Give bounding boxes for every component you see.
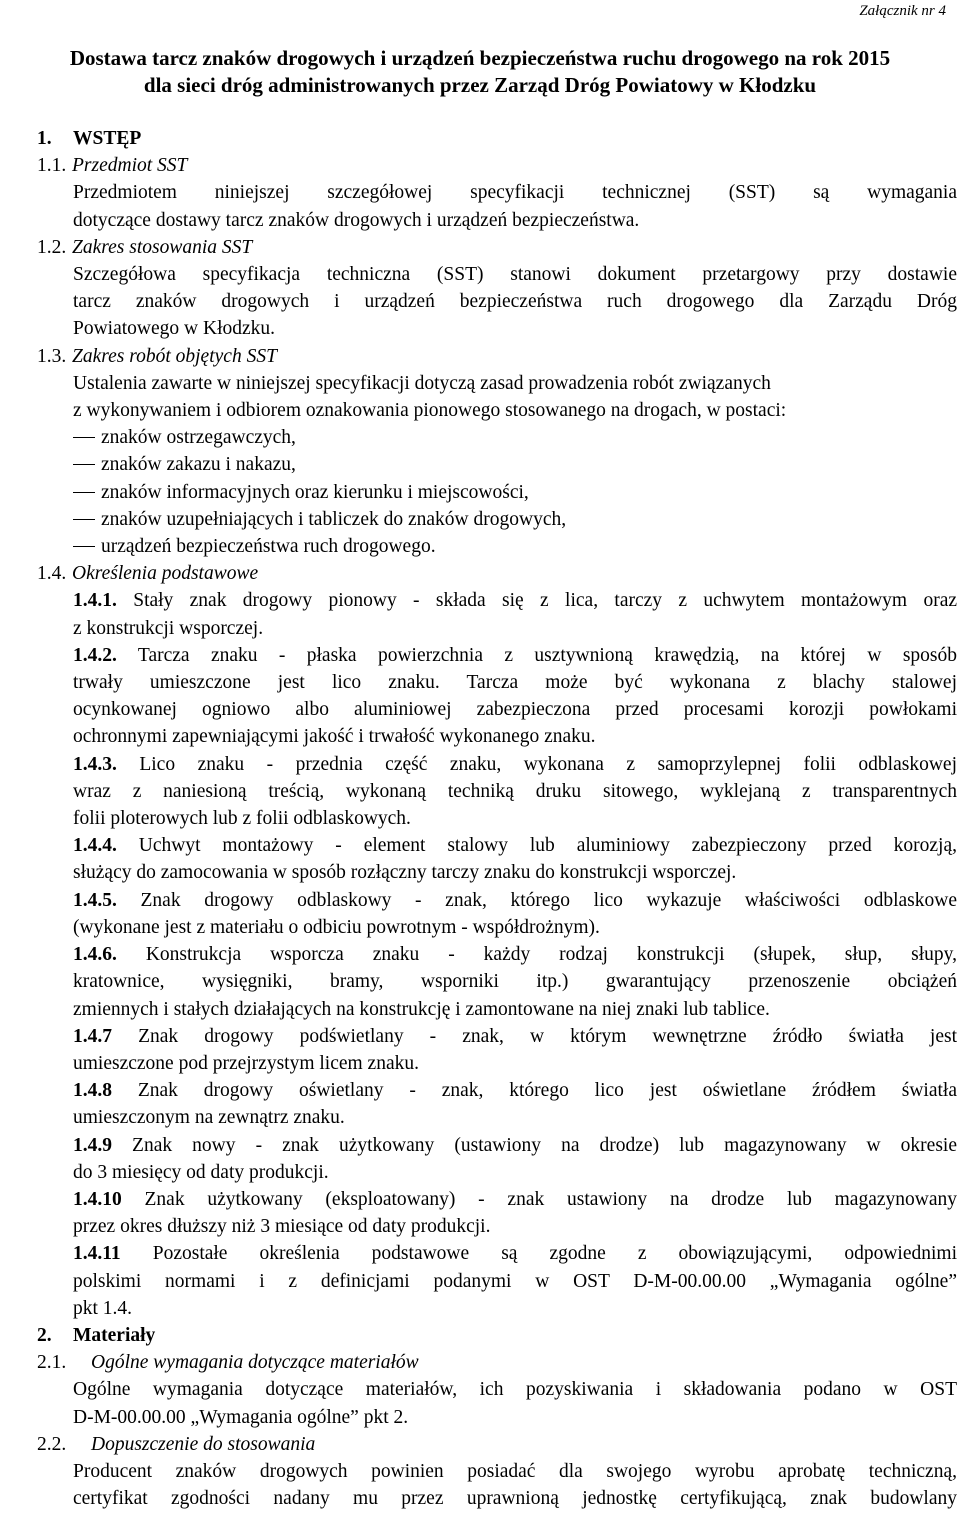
dash-icon <box>73 464 95 465</box>
document-title <box>0 45 960 99</box>
section-1-3-heading: 1.3. Zakres robót objętych SST <box>37 345 277 367</box>
bullet-item: znaków uzupełniających i tabliczek do znaków drogowych, <box>73 506 957 533</box>
section-2-1-heading: 2.1. Ogólne wymagania dotyczące materiałów <box>37 1352 419 1374</box>
section-1-1-paragraph: Przedmiotem niniejszej szczegółowej specyfikacji technicznej (SST) są wymagania dotyczące dostawy tarcz znaków drogowych i urządzeń bezpieczeństwa. <box>73 182 957 231</box>
bullet-item: znaków zakazu i nakazu, <box>73 451 957 478</box>
section-1-1-heading: 1.1. Przedmiot SST <box>37 155 188 177</box>
section-1-2-paragraph: Szczegółowa specyfikacja techniczna (SST) stanowi dokument przetargowy przy dostawie tarcz znaków drogowych i urządzeń bezpieczeństwa ruch drogowego dla Zarządu Dróg Powiatowego w Kłodzku. <box>73 264 957 340</box>
bullet-item: znaków ostrzegawczych, <box>73 424 957 451</box>
document-body <box>37 125 957 1512</box>
section-1-2-heading: 1.2. Zakres stosowania SST <box>37 236 253 258</box>
definition-1-4-2: 1.4.2. Tarcza znaku - płaska powierzchnia z usztywnioną krawędzią, na której w sposób trwały umieszczone jest lico znaku. Tarcza może być wykonana z blachy stalowej ocynkowanej ogniowo albo aluminiowej zabezpieczona przed procesami korozji powłokami ochronnymi zapewniającymi jakość i trwałość wykonanego znaku. <box>73 644 957 748</box>
definition-1-4-6: 1.4.6. Konstrukcja wsporcza znaku - każdy rodzaj konstrukcji (słupek, słup, słupy, kratownice, wysięgniki, bramy, wsporniki itp.) gwarantujący przenoszenie obciążeń zmiennych i stałych działających na konstrukcję i zamontowane na niej znaki lub tablice. <box>73 944 957 1020</box>
section-2-heading: 2. Materiały <box>37 1324 156 1346</box>
definition-1-4-4: 1.4.4. Uchwyt montażowy - element stalowy lub aluminiowy zabezpieczony przed korozją, służący do zamocowania w sposób rozłączny tarczy znaku do konstrukcji wsporczej. <box>73 835 957 884</box>
attachment-label: Załącznik nr 4 <box>859 3 946 19</box>
definition-1-4-5: 1.4.5. Znak drogowy odblaskowy - znak, którego lico wykazuje właściwości odblaskowe (wykonane jest z materiału o odbiciu powrotnym - współdrożnym). <box>73 889 957 938</box>
definition-1-4-8: 1.4.8 Znak drogowy oświetlany - znak, którego lico jest oświetlane źródłem światła umieszczonym na zewnątrz znaku. <box>73 1080 957 1129</box>
section-2-1-paragraph: Ogólne wymagania dotyczące materiałów, ich pozyskiwania i składowania podano w OST D-M-00.00.00 „Wymagania ogólne” pkt 2. <box>73 1379 957 1428</box>
title-line-2: dla sieci dróg administrowanych przez Zarząd Dróg Powiatowy w Kłodzku <box>143 73 817 97</box>
section-1-heading: 1. WSTĘP <box>37 128 142 149</box>
definition-1-4-3: 1.4.3. Lico znaku - przednia część znaku, wykonana z samoprzylepnej folii odblaskowej wraz z naniesioną treścią, wykonaną techniką druku sitowego, wyklejaną z transparentnych folii ploterowych lub z folii odblaskowych. <box>73 753 957 830</box>
section-1-3-paragraph: Ustalenia zawarte w niniejszej specyfikacji dotyczą zasad prowadzenia robót związanych z wykonywaniem i odbiorem oznakowania pionowego stosowanego na drogach, w postaci: <box>73 372 787 422</box>
definition-1-4-10: 1.4.10 Znak użytkowany (eksploatowany) - znak ustawiony na drodze lub magazynowany przez okres dłuższy niż 3 miesiące od daty produkcji. <box>73 1188 957 1238</box>
bullet-item: urządzeń bezpieczeństwa ruch drogowego. <box>73 533 957 560</box>
definition-1-4-7: 1.4.7 Znak drogowy podświetlany - znak, w którym wewnętrzne źródło światła jest umieszczone pod przejrzystym licem znaku. <box>73 1025 957 1074</box>
dash-icon <box>73 519 95 520</box>
dash-icon <box>73 492 95 493</box>
definition-1-4-11: 1.4.11 Pozostałe określenia podstawowe są zgodne z obowiązującymi, odpowiednimi polskimi normami i z definicjami podanymi w OST D-M-00.00.00 „Wymagania ogólne” pkt 1.4. <box>73 1243 957 1319</box>
section-2-2-paragraph: Producent znaków drogowych powinien posiadać dla swojego wyrobu aprobatę techniczną, certyfikat zgodności nadany mu przez uprawnioną jednostkę certyfikującą, znak budowlany <box>73 1460 957 1510</box>
section-1-4-heading: 1.4. Określenia podstawowe <box>37 563 259 585</box>
definition-1-4-1: 1.4.1. Stały znak drogowy pionowy - składa się z lica, tarczy z uchwytem montażowym oraz z konstrukcji wsporczej. <box>73 590 957 639</box>
dash-icon <box>73 546 95 547</box>
definition-1-4-9: 1.4.9 Znak nowy - znak użytkowany (ustawiony na drodze) lub magazynowany w okresie do 3 miesięcy od daty produkcji. <box>73 1134 957 1183</box>
bullet-item: znaków informacyjnych oraz kierunku i miejscowości, <box>73 479 957 506</box>
dash-icon <box>73 437 95 438</box>
section-2-2-heading: 2.2. Dopuszczenie do stosowania <box>37 1433 316 1455</box>
title-line-1: Dostawa tarcz znaków drogowych i urządzeń bezpieczeństwa ruchu drogowego na rok 2015 <box>69 46 891 70</box>
